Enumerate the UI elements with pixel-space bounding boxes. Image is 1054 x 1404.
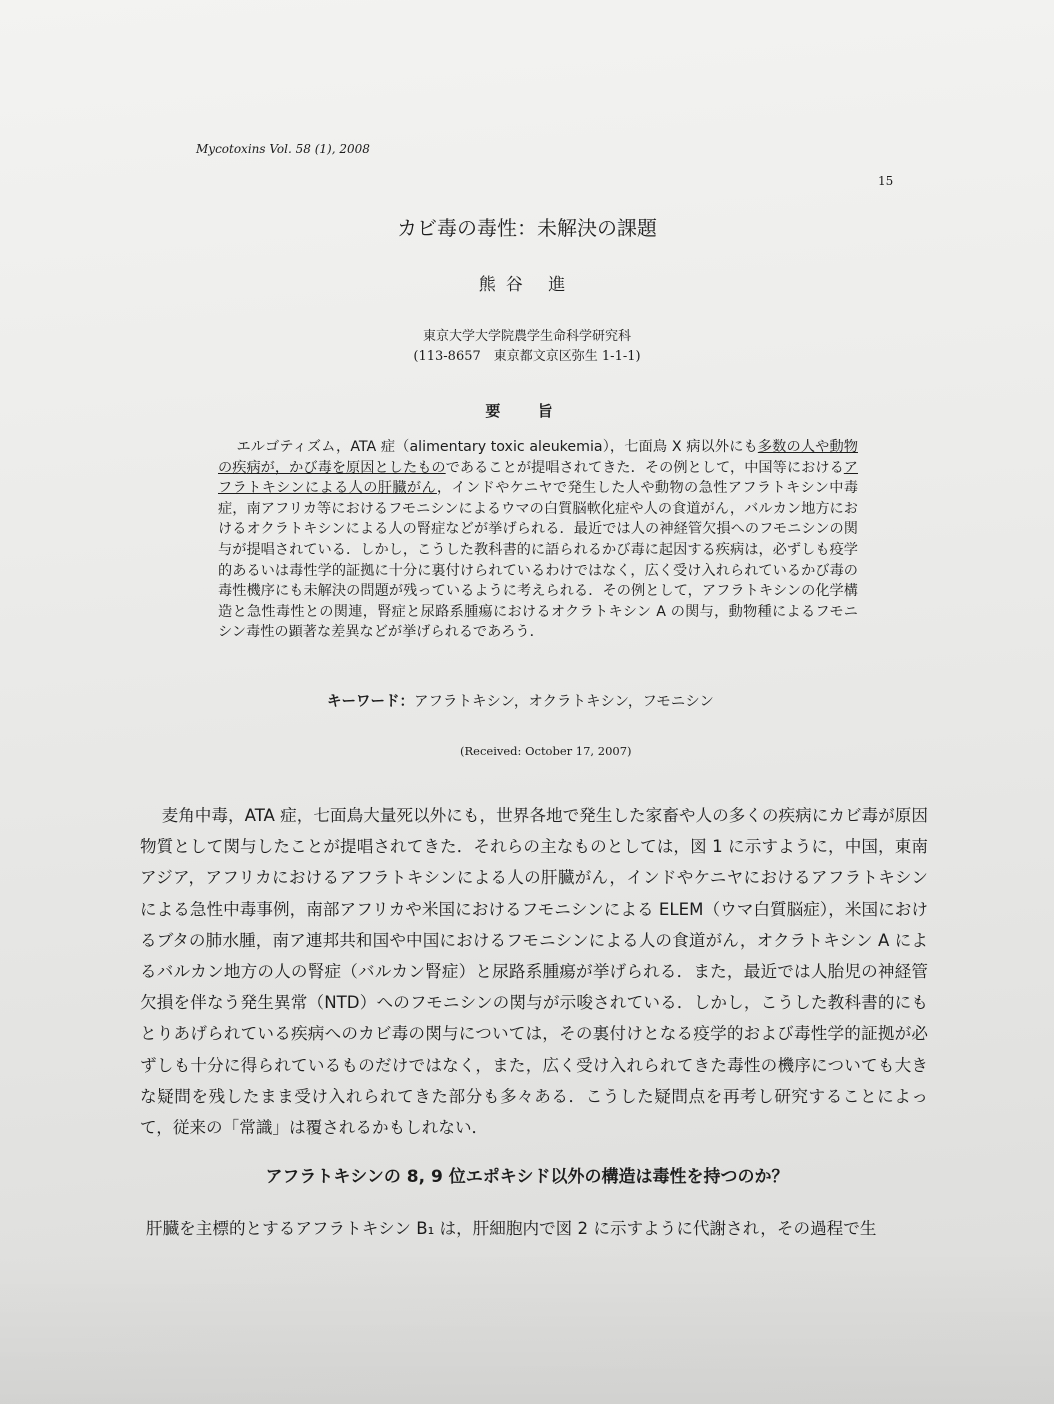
abstract-part-1: エルゴティズム，ATA 症（alimentary toxic aleukemia），七面鳥 X 病以外にも [236, 439, 758, 455]
section-heading: アフラトキシンの 8, 9 位エポキシド以外の構造は毒性を持つのか？ [265, 1167, 789, 1187]
abstract-underlined-2: アフラトキシンによる人の肝臓がん [218, 459, 858, 497]
abstract-part-3: ，インドやケニヤで発生した人や動物の急性アフラトキシン中毒症，南アフリカ等におけるフモニシンによるウマの白質脳軟化症や人の食道がん，バルカン地方におけるオクラトキシンによる人の腎症などが挙げられる．最近では人の神経管欠損へのフモニシンの関与が提唱されている．しかし，こうした教科書的に語られるかび毒に起因する疾病は，必ずしも疫学的あるいは毒性学的証拠に十分に裏付けられているわけではなく，広く受け入れられているかび毒の毒性機序にも未解決の問題が残っているように考えられる．その例として，アフラトキシンの化学構造と急性毒性との関連，腎症と尿路系腫瘍におけるオクラトキシン A の関与，動物種によるフモニシン毒性の顕著な差異などが挙げられるであろう． [218, 480, 859, 641]
abstract-underlined-1: 多数の人や動物の疾病が，かび毒を原因としたもの [218, 439, 858, 476]
page-shadow [0, 1250, 1054, 1404]
received-date: (Received: October 17, 2007) [460, 744, 632, 758]
affiliation [0, 327, 1054, 367]
keywords-label: キーワード： [327, 694, 414, 710]
abstract-text [218, 437, 858, 643]
body-paragraph: 麦角中毒，ATA 症，七面鳥大量死以外にも，世界各地で発生した家畜や人の多くの疾病にカビ毒が原因物質として関与したことが提唱されてきた．それらの主なものとしては，図 1 に示すように，中国，東南アジア，アフリカにおけるアフラトキシンによる人の肝臓がん，インドやケニヤにおけるアフラトキシンによる急性中毒事例，南部アフリカや米国におけるフモニシンによる ELEM（ウマ白質脳症），米国におけるブタの肺水腫，南ア連邦共和国や中国におけるフモニシンによる人の食道がん，オクラトキシン A によるバルカン地方の人の腎症（バルカン腎症）と尿路系腫瘍が挙げられる．また，最近では人胎児の神経管欠損を伴なう発生異常（NTD）へのフモニシンの関与が示唆されている．しかし，こうした教科書的にもとりあげられている疾病へのカビ毒の関与については，その裏付けとなる疫学的および毒性学的証拠が必ずしも十分に得られているものだけではなく，また，広く受け入れられてきた毒性の機序についても大きな疑問を残したまま受け入れられてきた部分も多々ある．こうした疑問点を再考し研究することによって，従来の「常識」は覆されるかもしれない． [140, 806, 928, 1138]
affiliation-institution: 東京大学大学院農学生命科学研究科 [422, 329, 631, 344]
keywords-list: アフラトキシン，オクラトキシン，フモニシン [414, 694, 714, 710]
affiliation-address: (113-8657 東京都文京区弥生 1-1-1) [413, 349, 641, 364]
author-name: 熊谷 進 [478, 275, 576, 295]
abstract-part-2: であることが提唱されてきた．その例として，中国等における [445, 459, 844, 476]
body-paragraph-start: 肝臓を主標的とするアフラトキシン B₁ は，肝細胞内で図 2 に示すように代謝され，その過程で生 [146, 1219, 877, 1238]
keywords [327, 690, 714, 711]
page-number: 15 [878, 174, 894, 188]
abstract-heading: 要 旨 [485, 402, 569, 420]
journal-citation: Mycotoxins Vol. 58 (1), 2008 [196, 142, 370, 156]
article-title: カビ毒の毒性：未解決の課題 [397, 216, 657, 240]
